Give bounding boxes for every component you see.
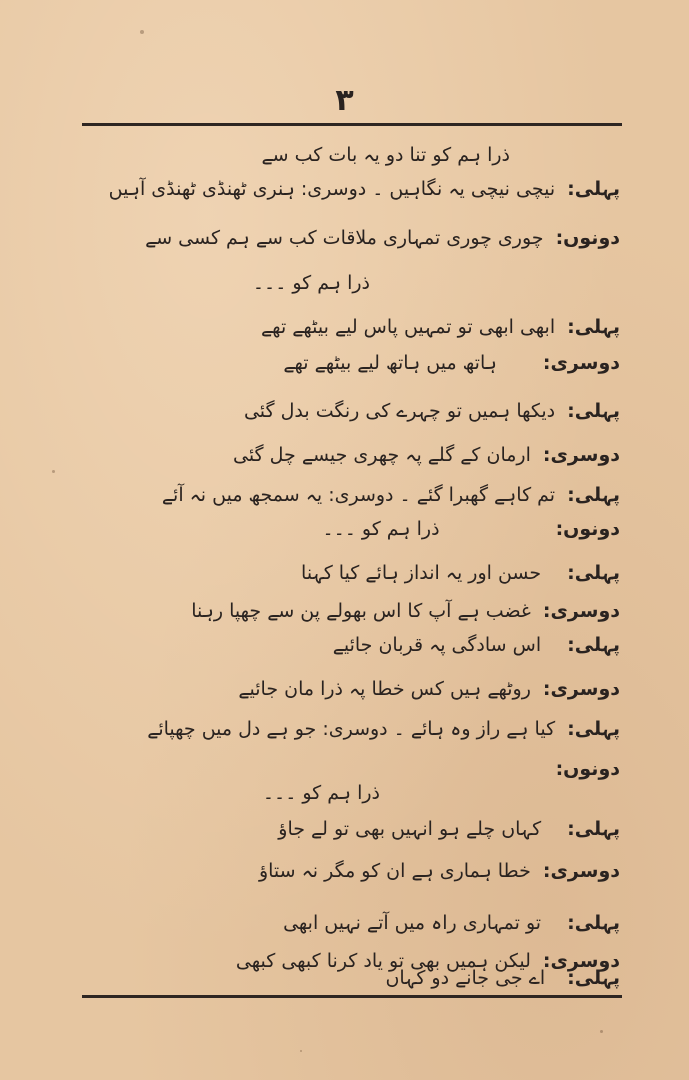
lyric-line xyxy=(95,348,620,378)
speaker-label: دوسری: xyxy=(542,950,620,972)
speaker-label: پہلی: xyxy=(567,818,620,840)
lyric-line xyxy=(95,714,620,744)
lyric-line xyxy=(95,268,620,298)
speaker-label: پہلی: xyxy=(567,967,620,989)
lyric-line xyxy=(95,558,620,588)
line-text: تم کاہے گھبرا گئے ۔ دوسری: یہ سمجھ میں نہ آئے xyxy=(161,484,556,506)
line-text: اے جی جانے دو کہاں xyxy=(385,967,546,989)
speaker-label: دوسری: xyxy=(542,600,620,622)
bottom-rule xyxy=(82,995,622,998)
line-text: اس سادگی پہ قربان جائیے xyxy=(332,634,542,656)
line-text: ذرا ہم کو تنا دو یہ بات کب سے xyxy=(261,144,510,166)
line-text: غضب ہے آپ کا اس بھولے پن سے چھپا رہنا xyxy=(191,600,531,622)
speaker-label: پہلی: xyxy=(567,484,620,506)
paper-speck xyxy=(140,30,144,34)
line-text: خطا ہماری ہے ان کو مگر نہ ستاؤ xyxy=(258,860,531,882)
line-text: ارمان کے گلے پہ چھری جیسے چل گئی xyxy=(232,444,531,466)
line-text: لیکن ہمیں بھی تو یاد کرنا کبھی کبھی xyxy=(235,950,531,972)
speaker-label: دونوں: xyxy=(555,227,620,249)
lyric-line xyxy=(95,440,620,470)
speaker-label: دونوں: xyxy=(555,518,620,540)
paper-speck xyxy=(52,470,55,473)
speaker-label: پہلی: xyxy=(567,316,620,338)
line-text: کہاں چلے ہو انہیں بھی تو لے جاؤ xyxy=(278,818,542,840)
line-text: ذرا ہم کو ۔۔۔ xyxy=(252,272,370,294)
speaker-label: پہلی: xyxy=(567,718,620,740)
lyric-line xyxy=(95,814,620,844)
speaker-label: دوسری: xyxy=(542,352,620,374)
line-text: دیکھا ہمیں تو چہرے کی رنگت بدل گئی xyxy=(243,400,556,422)
lyric-line xyxy=(95,223,620,253)
lyric-line xyxy=(95,140,620,170)
lyric-line xyxy=(95,312,620,342)
lyric-line xyxy=(95,778,620,808)
line-text: کیا ہے راز وہ ہائے ۔ دوسری: جو ہے دل میں چھپائے xyxy=(147,718,556,740)
speaker-label: دوسری: xyxy=(542,678,620,700)
speaker-label: پہلی: xyxy=(567,634,620,656)
line-text: ابھی ابھی تو تمہیں پاس لیے بیٹھے تھے xyxy=(261,316,556,338)
line-text: روٹھے ہیں کس خطا پہ ذرا مان جائیے xyxy=(238,678,531,700)
lyrics-block xyxy=(95,140,620,990)
line-text: چوری چوری تمہاری ملاقات کب سے ہم کسی سے xyxy=(145,227,544,249)
speaker-label: پہلی: xyxy=(567,400,620,422)
paper-speck xyxy=(300,1050,302,1052)
lyric-line xyxy=(95,396,620,426)
line-text: حسن اور یہ انداز ہائے کیا کہنا xyxy=(301,562,542,584)
top-rule xyxy=(82,123,622,126)
line-text: نیچی نیچی یہ نگاہیں ۔ دوسری: ہنری ٹھنڈی ٹھنڈی آہیں xyxy=(108,178,556,200)
speaker-label: پہلی: xyxy=(567,912,620,934)
speaker-label: دوسری: xyxy=(542,860,620,882)
line-text: ہاتھ میں ہاتھ لیے بیٹھے تھے xyxy=(283,352,497,374)
speaker-label: دونوں: xyxy=(555,758,620,780)
page-number: ٣ xyxy=(335,83,354,118)
paper-speck xyxy=(600,1030,603,1033)
lyric-line xyxy=(95,856,620,886)
lyric-line xyxy=(95,674,620,704)
lyric-line xyxy=(95,908,620,938)
lyric-line xyxy=(95,630,620,660)
lyric-line xyxy=(95,966,620,990)
speaker-label: پہلی: xyxy=(567,562,620,584)
line-text: تو تمہاری راہ میں آتے نہیں ابھی xyxy=(283,912,542,934)
lyric-line xyxy=(95,514,620,544)
line-text: ذرا ہم کو ۔۔۔ xyxy=(262,782,380,804)
lyric-line xyxy=(95,174,620,204)
line-text: ذرا ہم کو ۔۔۔ xyxy=(322,518,440,540)
speaker-label: پہلی: xyxy=(567,178,620,200)
lyric-line xyxy=(95,480,620,510)
lyric-line xyxy=(95,596,620,626)
speaker-label: دوسری: xyxy=(542,444,620,466)
